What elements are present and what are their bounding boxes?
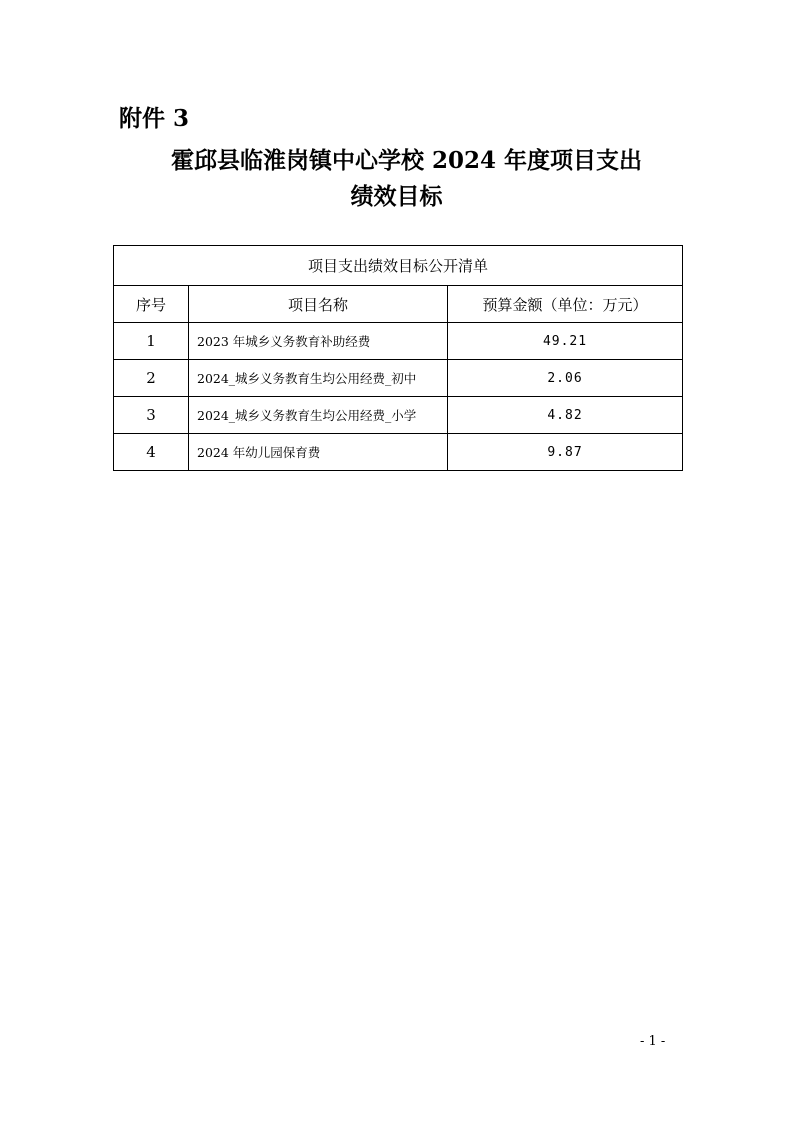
row-budget-amount: 4.82 [448, 397, 683, 434]
row-project-name: 2024_城乡义务教育生均公用经费_初中 [189, 360, 448, 397]
header-project-name: 项目名称 [189, 286, 448, 323]
row-index: 2 [114, 360, 189, 397]
table-row [114, 360, 683, 397]
attachment-label: 附件 3 [119, 105, 190, 132]
document-title-line-1: 霍邱县临淮岗镇中心学校 2024 年度项目支出 [170, 147, 643, 174]
document-title-line-2: 绩效目标 [350, 183, 443, 210]
row-budget-amount: 9.87 [448, 434, 683, 471]
project-expenditure-table [113, 245, 683, 471]
row-index: 3 [114, 397, 189, 434]
table-row [114, 397, 683, 434]
row-project-name: 2023 年城乡义务教育补助经费 [189, 323, 448, 360]
row-index: 1 [114, 323, 189, 360]
row-index: 4 [114, 434, 189, 471]
table-row [114, 323, 683, 360]
header-budget-amount: 预算金额（单位：万元） [448, 286, 683, 323]
row-project-name: 2024_城乡义务教育生均公用经费_小学 [189, 397, 448, 434]
table-row [114, 434, 683, 471]
row-budget-amount: 49.21 [448, 323, 683, 360]
table-caption: 项目支出绩效目标公开清单 [114, 246, 683, 286]
row-budget-amount: 2.06 [448, 360, 683, 397]
row-project-name: 2024 年幼儿园保育费 [189, 434, 448, 471]
header-index: 序号 [114, 286, 189, 323]
page-number: - 1 - [640, 1034, 666, 1049]
